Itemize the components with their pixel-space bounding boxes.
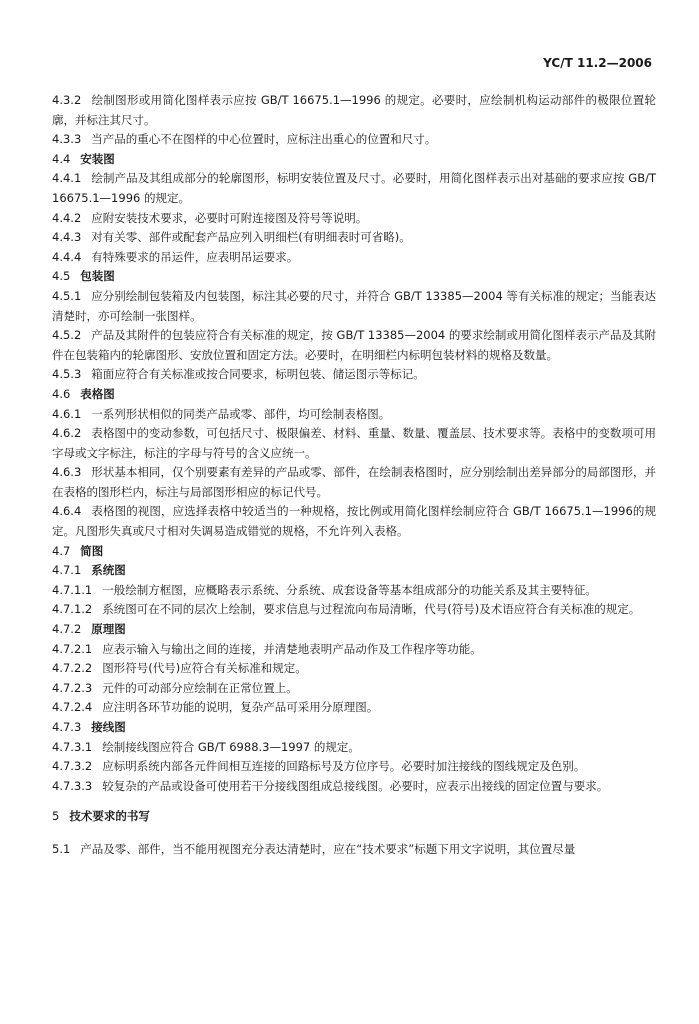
clause-number: 4.5 xyxy=(52,269,71,284)
clause-paragraph xyxy=(52,581,656,601)
section-heading xyxy=(52,385,656,405)
clause-text: 接线图 xyxy=(91,720,126,734)
clause-text: 较复杂的产品或设备可使用若干分接线图组成总接线图。必要时，应表示出接线的固定位置与要求。 xyxy=(102,778,609,793)
section-heading xyxy=(52,150,656,170)
clause-number: 5 xyxy=(52,809,60,824)
clause-paragraph xyxy=(52,169,656,208)
clause-text: 系统图 xyxy=(91,563,126,578)
clause-number: 4.7.2.3 xyxy=(52,680,93,695)
clause-paragraph xyxy=(52,738,656,758)
clause-text: 安装图 xyxy=(80,151,115,166)
clause-paragraph xyxy=(52,463,656,502)
clause-number: 4.4.4 xyxy=(52,249,82,264)
clause-text: 表格图 xyxy=(80,386,115,401)
clause-number: 4.4.3 xyxy=(52,230,82,245)
clause-text: 应表示输入与输出之间的连接，并清楚地表明产品动作及工作程序等功能。 xyxy=(102,641,482,656)
clause-paragraph xyxy=(52,679,656,699)
section-heading xyxy=(52,561,656,581)
clause-paragraph xyxy=(52,130,656,150)
clause-paragraph xyxy=(52,91,656,130)
clause-number: 4.6.1 xyxy=(52,406,82,421)
clause-text: 技术要求的书写 xyxy=(69,809,150,824)
clause-number: 4.7.3.1 xyxy=(52,739,93,754)
clause-text: 产品及其附件的包装应符合有关标准的规定，按 GB/T 13385—2004 的要求绘制或用简化图样表示产品及其附件在包装箱内的轮廓图形、安放位置和固定方法。必要时，在明细栏内标明包装材料的规格及数量。 xyxy=(52,328,656,362)
clause-text: 表格图中的变动参数，可包括尺寸、极限偏差、材料、重量、数量、覆盖层、技术要求等。表格中的变数项可用字母或文字标注，标注的字母与符号的含义应统一。 xyxy=(52,426,656,460)
clause-text: 对有关零、部件或配套产品应列入明细栏(有明细表时可省略)。 xyxy=(91,230,411,245)
clause-number: 4.3.3 xyxy=(52,132,82,147)
section-heading xyxy=(52,620,656,640)
clause-text: 原理图 xyxy=(91,622,126,637)
clause-number: 4.5.3 xyxy=(52,367,82,382)
clause-number: 4.7.2.1 xyxy=(52,641,93,656)
clause-number: 4.4.2 xyxy=(52,210,82,225)
clause-number: 4.7 xyxy=(52,543,71,558)
clause-text: 包装图 xyxy=(80,269,115,284)
section-heading xyxy=(52,267,656,287)
clause-paragraph xyxy=(52,287,656,326)
clause-paragraph xyxy=(52,326,656,365)
clause-number: 4.4.1 xyxy=(52,171,82,186)
clause-text: 一般绘制方框图，应概略表示系统、分系统、成套设备等基本组成部分的功能关系及其主要特征。 xyxy=(102,582,597,597)
clause-paragraph xyxy=(52,840,656,860)
clause-number: 4.5.1 xyxy=(52,288,82,303)
clause-paragraph xyxy=(52,424,656,463)
clause-paragraph xyxy=(52,640,656,660)
clause-paragraph xyxy=(52,757,656,777)
clause-paragraph xyxy=(52,365,656,385)
clause-paragraph xyxy=(52,777,656,797)
clause-text: 有特殊要求的吊运件，应表明吊运要求。 xyxy=(91,249,299,264)
clause-number: 4.6 xyxy=(52,386,71,401)
document-number: YC/T 11.2—2006 xyxy=(543,56,652,70)
clause-number: 5.1 xyxy=(52,841,71,856)
clause-number: 4.7.3.3 xyxy=(52,778,93,793)
clause-paragraph xyxy=(52,600,656,620)
clause-number: 4.6.3 xyxy=(52,465,82,480)
clause-number: 4.6.2 xyxy=(52,426,82,441)
document-body xyxy=(52,91,656,860)
clause-text: 绘制接线图应符合 GB/T 6988.3—1997 的规定。 xyxy=(102,739,360,754)
clause-text: 应注明各环节功能的说明，复杂产品可采用分原理图。 xyxy=(102,700,379,715)
clause-text: 简图 xyxy=(80,543,104,558)
clause-number: 4.7.3.2 xyxy=(52,759,93,774)
clause-text: 一系列形状相似的同类产品或零、部件，均可绘制表格图。 xyxy=(91,406,391,421)
clause-paragraph xyxy=(52,698,656,718)
clause-number: 4.7.1 xyxy=(52,563,82,578)
clause-number: 4.6.4 xyxy=(52,504,82,519)
clause-text: 箱面应符合有关标准或按合同要求，标明包装、储运图示等标记。 xyxy=(91,367,425,382)
clause-paragraph xyxy=(52,209,656,229)
clause-text: 当产品的重心不在图样的中心位置时，应标注出重心的位置和尺寸。 xyxy=(91,132,437,147)
clause-number: 4.7.2 xyxy=(52,622,82,637)
clause-number: 4.7.2.4 xyxy=(52,700,93,715)
clause-text: 产品及零、部件，当不能用视图充分表达清楚时，应在“技术要求”标题下用文字说明，其位置尽量 xyxy=(80,841,576,856)
clause-number: 4.5.2 xyxy=(52,328,82,343)
clause-text: 应附安装技术要求，必要时可附连接图及符号等说明。 xyxy=(91,210,368,225)
clause-text: 形状基本相同，仅个别要素有差异的产品或零、部件，在绘制表格图时，应分别绘制出差异部分的局部图形，并在表格的图形栏内，标注与局部图形相应的标记代号。 xyxy=(52,465,656,499)
clause-number: 4.7.3 xyxy=(52,720,82,734)
clause-number: 4.4 xyxy=(52,151,71,166)
clause-text: 绘制产品及其组成部分的轮廓图形，标明安装位置及尺寸。必要时，用简化图样表示出对基础的要求应按 GB/T 16675.1—1996 的规定。 xyxy=(52,171,656,205)
clause-text: 图形符号(代号)应符合有关标准和规定。 xyxy=(102,661,307,676)
clause-paragraph xyxy=(52,248,656,268)
clause-number: 4.7.1.1 xyxy=(52,582,93,597)
clause-text: 元件的可动部分应绘制在正常位置上。 xyxy=(102,680,298,695)
clause-text: 应标明系统内部各元件间相互连接的回路标号及方位序号。必要时加注接线的图线规定及色别。 xyxy=(102,759,586,774)
clause-paragraph xyxy=(52,405,656,425)
clause-paragraph xyxy=(52,228,656,248)
section-heading xyxy=(52,542,656,562)
clause-text: 绘制图形或用简化图样表示应按 GB/T 16675.1—1996 的规定。必要时，应绘制机构运动部件的极限位置轮廓，并标注其尺寸。 xyxy=(52,93,656,127)
section-heading xyxy=(52,718,656,738)
clause-paragraph xyxy=(52,502,656,541)
clause-number: 4.7.1.2 xyxy=(52,602,93,617)
clause-paragraph xyxy=(52,659,656,679)
clause-number: 4.3.2 xyxy=(52,93,82,107)
section-heading xyxy=(52,807,656,827)
clause-number: 4.7.2.2 xyxy=(52,661,93,676)
clause-text: 应分别绘制包装箱及内包装图，标注其必要的尺寸，并符合 GB/T 13385—2004 等有关标准的规定；当能表达清楚时，亦可绘制一张图样。 xyxy=(52,288,656,323)
section-gap xyxy=(52,796,656,807)
clause-text: 表格图的视图，应选择表格中较适当的一种规格，按比例或用简化图样绘制应符合 GB/T 16675.1—1996的规定。凡图形失真或尺寸相对失调易造成错觉的规格，不允许列入表格。 xyxy=(52,504,656,539)
clause-text: 系统图可在不同的层次上绘制，要求信息与过程流向布局清晰，代号(符号)及术语应符合有关标准的规定。 xyxy=(102,602,641,617)
